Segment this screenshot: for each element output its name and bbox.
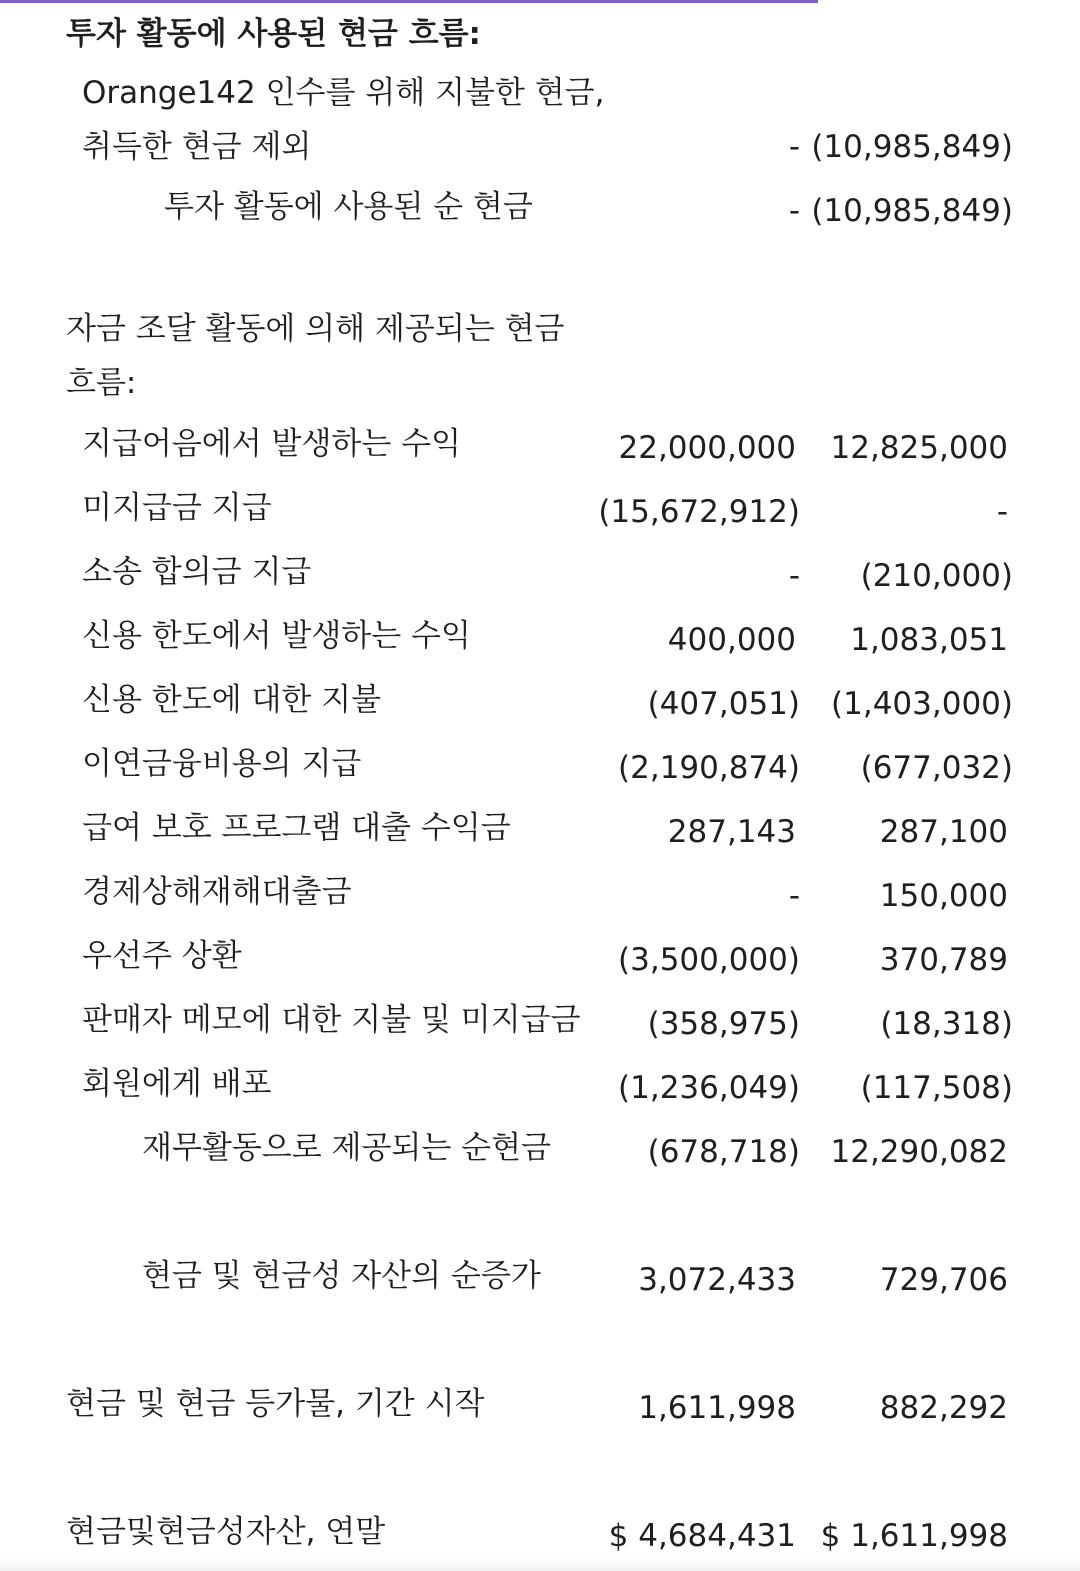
net-increase-label: 현금 및 현금성 자산의 순증가 bbox=[142, 1258, 541, 1294]
bottom-fade bbox=[0, 1557, 1080, 1571]
row-value-2: - bbox=[996, 494, 1008, 530]
investing-heading: 투자 활동에 사용된 현금 흐름: bbox=[66, 16, 481, 52]
row-label: 경제상해재해대출금 bbox=[82, 874, 352, 910]
financing-net-value-2: 12,290,082 bbox=[830, 1134, 1008, 1170]
row-label: 신용 한도에서 발생하는 수익 bbox=[82, 618, 471, 654]
orange-acquisition-label-line2: 취득한 현금 제외 bbox=[82, 129, 312, 165]
net-increase-value-2: 729,706 bbox=[879, 1262, 1008, 1298]
investing-net-value-1: - bbox=[788, 193, 800, 229]
row-label: 판매자 메모에 대한 지불 및 미지급금 bbox=[82, 1002, 581, 1038]
row-value-1: (407,051) bbox=[647, 686, 800, 722]
ending-cash-value-1: $ 4,684,431 bbox=[608, 1518, 796, 1554]
row-value-2: (210,000) bbox=[860, 558, 1013, 594]
row-label: 우선주 상환 bbox=[82, 938, 242, 974]
row-value-1: - bbox=[788, 558, 800, 594]
row-value-2: (18,318) bbox=[880, 1006, 1013, 1042]
row-value-1: (1,236,049) bbox=[618, 1070, 800, 1106]
row-label: 이연금융비용의 지급 bbox=[82, 746, 362, 782]
row-label: 급여 보호 프로그램 대출 수익금 bbox=[82, 810, 511, 846]
row-label: 신용 한도에 대한 지불 bbox=[82, 682, 382, 718]
row-value-2: (677,032) bbox=[860, 750, 1013, 786]
row-value-2: 1,083,051 bbox=[850, 622, 1008, 658]
investing-net-label: 투자 활동에 사용된 순 현금 bbox=[164, 189, 533, 225]
row-value-1: (15,672,912) bbox=[598, 494, 800, 530]
row-value-2: (117,508) bbox=[860, 1070, 1013, 1106]
row-value-1: 287,143 bbox=[667, 814, 796, 850]
row-value-1: - bbox=[788, 878, 800, 914]
financing-net-label: 재무활동으로 제공되는 순현금 bbox=[142, 1130, 552, 1166]
row-value-2: 287,100 bbox=[879, 814, 1008, 850]
row-label: 지급어음에서 발생하는 수익 bbox=[82, 426, 462, 462]
net-increase-value-1: 3,072,433 bbox=[638, 1262, 796, 1298]
beginning-cash-value-1: 1,611,998 bbox=[638, 1390, 796, 1426]
ending-cash-label: 현금및현금성자산, 연말 bbox=[66, 1514, 386, 1550]
ending-cash-value-2: $ 1,611,998 bbox=[820, 1518, 1008, 1554]
row-label: 미지급금 지급 bbox=[82, 490, 272, 526]
financing-heading-line1: 자금 조달 활동에 의해 제공되는 현금 bbox=[66, 311, 565, 347]
row-value-2: (1,403,000) bbox=[831, 686, 1013, 722]
row-value-2: 370,789 bbox=[879, 942, 1008, 978]
financing-net-value-1: (678,718) bbox=[647, 1134, 800, 1170]
row-value-1: (3,500,000) bbox=[618, 942, 800, 978]
row-value-2: 150,000 bbox=[879, 878, 1008, 914]
row-value-1: (358,975) bbox=[647, 1006, 800, 1042]
beginning-cash-label: 현금 및 현금 등가물, 기간 시작 bbox=[66, 1386, 485, 1422]
row-value-1: 400,000 bbox=[667, 622, 796, 658]
orange-acquisition-value-2: (10,985,849) bbox=[811, 129, 1013, 165]
orange-acquisition-label-line1: Orange142 인수를 위해 지불한 현금, bbox=[82, 75, 605, 111]
financing-heading-line2: 흐름: bbox=[66, 365, 137, 401]
row-value-2: 12,825,000 bbox=[830, 430, 1008, 466]
orange-acquisition-value-1: - bbox=[788, 129, 800, 165]
investing-net-value-2: (10,985,849) bbox=[811, 193, 1013, 229]
row-value-1: (2,190,874) bbox=[618, 750, 800, 786]
row-value-1: 22,000,000 bbox=[618, 430, 796, 466]
row-label: 소송 합의금 지급 bbox=[82, 554, 312, 590]
row-label: 회원에게 배포 bbox=[82, 1066, 272, 1102]
beginning-cash-value-2: 882,292 bbox=[879, 1390, 1008, 1426]
